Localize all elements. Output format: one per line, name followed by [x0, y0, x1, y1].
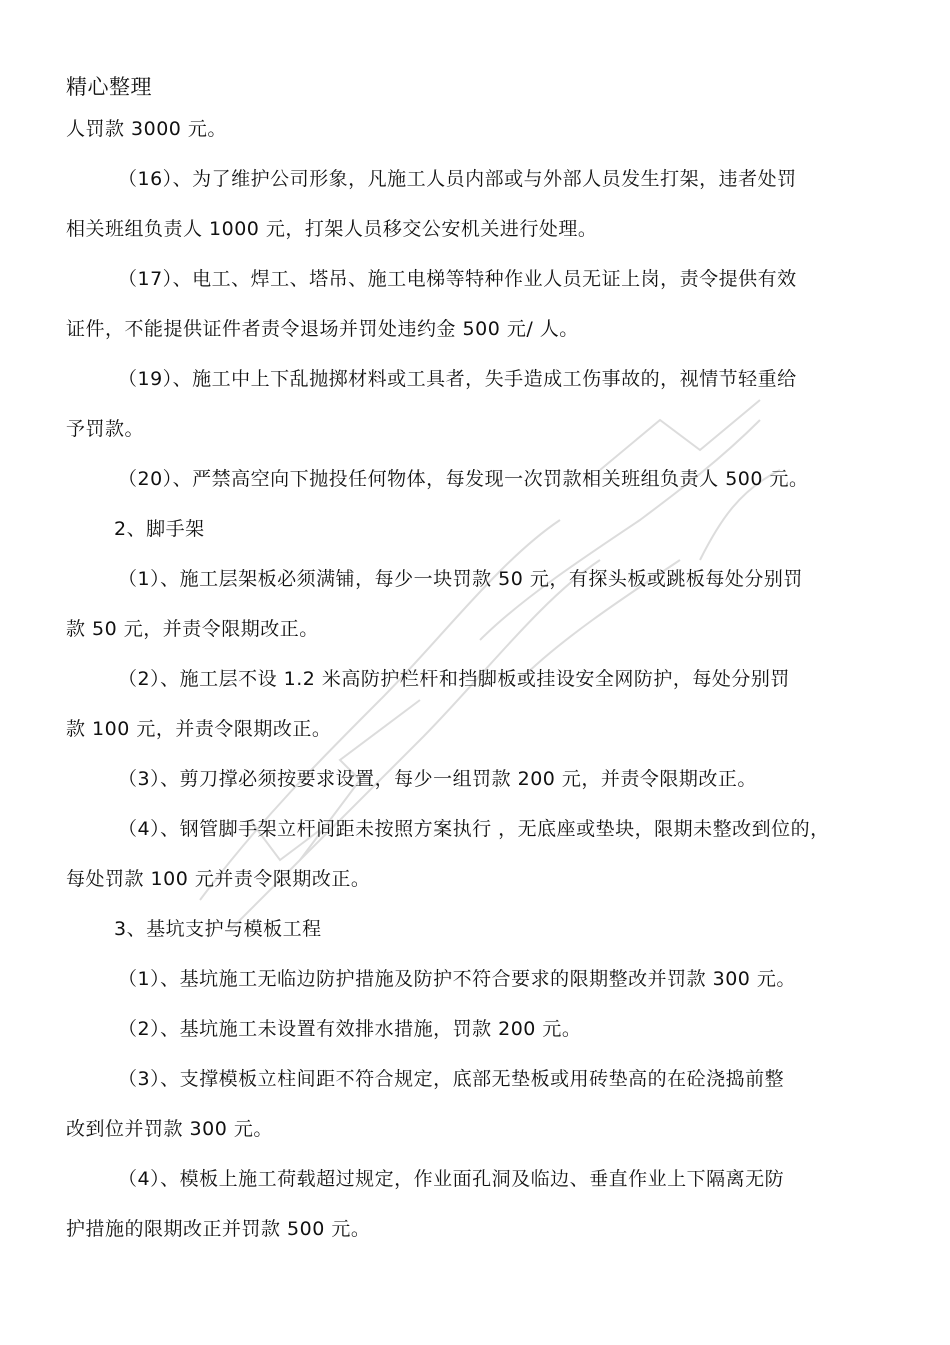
text-line: （16）、为了维护公司形象，凡施工人员内部或与外部人员发生打架，违者处罚 — [118, 168, 797, 190]
text-line: （1）、基坑施工无临边防护措施及防护不符合要求的限期整改并罚款 300 元。 — [118, 968, 796, 990]
text-line: （19）、施工中上下乱抛掷材料或工具者，失手造成工伤事故的，视情节轻重给 — [118, 368, 797, 390]
text-line: 款 50 元，并责令限期改正。 — [66, 618, 319, 640]
text-line: （3）、剪刀撑必须按要求设置，每少一组罚款 200 元，并责令限期改正。 — [118, 768, 757, 790]
text-line: 每处罚款 100 元并责令限期改正。 — [66, 868, 371, 890]
text-line: （2）、施工层不设 1.2 米高防护栏杆和挡脚板或挂设安全网防护，每处分别罚 — [118, 668, 790, 690]
section-heading: 2、脚手架 — [114, 518, 205, 540]
text-line: 护措施的限期改正并罚款 500 元。 — [66, 1218, 371, 1240]
text-line: 款 100 元，并责令限期改正。 — [66, 718, 332, 740]
text-line: （20）、严禁高空向下抛投任何物体，每发现一次罚款相关班组负责人 500 元。 — [118, 468, 809, 490]
text-line: （1）、施工层架板必须满铺，每少一块罚款 50 元，有探头板或跳板每处分别罚 — [118, 568, 803, 590]
text-line: 人罚款 3000 元。 — [66, 118, 227, 140]
text-line: 改到位并罚款 300 元。 — [66, 1118, 273, 1140]
text-line: （3）、支撑模板立柱间距不符合规定，底部无垫板或用砖垫高的在砼浇捣前整 — [118, 1068, 785, 1090]
text-line: （17）、电工、焊工、塔吊、施工电梯等特种作业人员无证上岗，责令提供有效 — [118, 268, 797, 290]
text-line: 予罚款。 — [66, 418, 145, 440]
document-header: 精心整理 — [66, 75, 152, 99]
section-heading: 3、基坑支护与模板工程 — [114, 918, 322, 940]
text-line: （2）、基坑施工未设置有效排水措施，罚款 200 元。 — [118, 1018, 582, 1040]
text-line: 相关班组负责人 1000 元，打架人员移交公安机关进行处理。 — [66, 218, 598, 240]
text-line: （4）、钢管脚手架立杆间距未按照方案执行 ，无底座或垫块，限期未整改到位的， — [118, 818, 830, 840]
text-line: （4）、模板上施工荷载超过规定，作业面孔洞及临边、垂直作业上下隔离无防 — [118, 1168, 785, 1190]
text-line: 证件，不能提供证件者责令退场并罚处违约金 500 元/ 人。 — [66, 318, 579, 340]
